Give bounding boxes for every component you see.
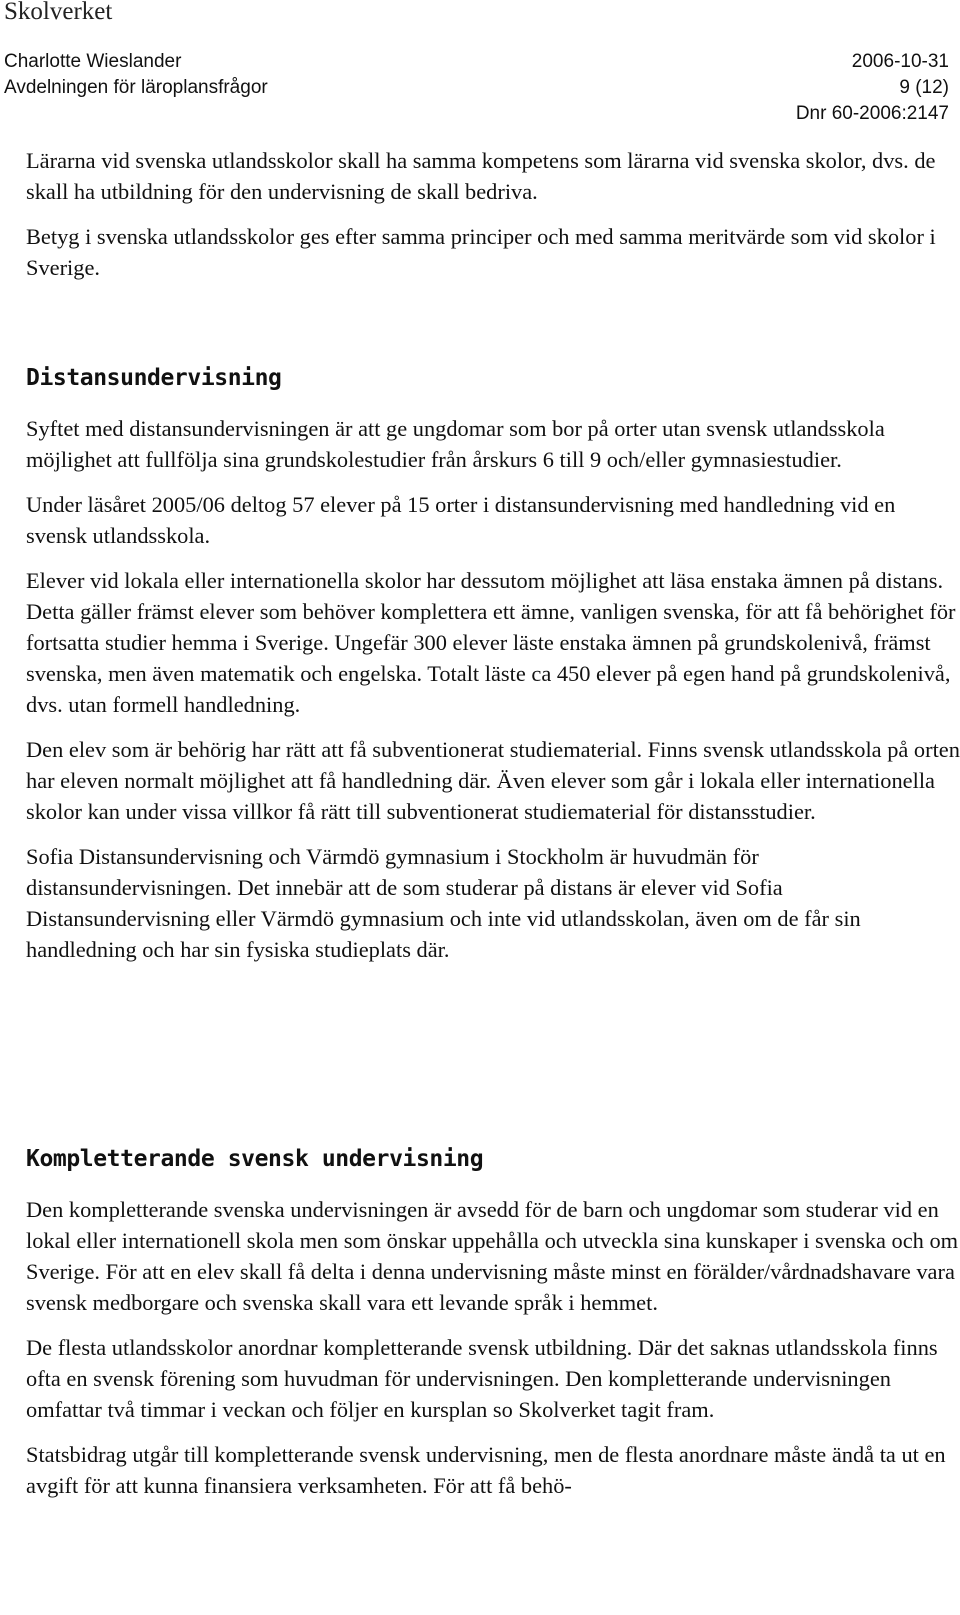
section-heading-distansundervisning: Distansundervisning xyxy=(26,365,282,391)
paragraph: Lärarna vid svenska utlandsskolor skall ha samma kompetens som lärarna vid svenska skolor, dvs. de skall ha utbildning för den undervisning de skall bedriva. xyxy=(26,148,936,204)
paragraph: Syftet med distansundervisningen är att ge ungdomar som bor på orter utan svensk utlandsskola möjlighet att fullfölja sina grundskolestudier från årskurs 6 till 9 och/eller gymnasiestudier. xyxy=(26,416,885,472)
section-body-distansundervisning xyxy=(26,413,960,979)
paragraph: Betyg i svenska utlandsskolor ges efter samma principer och med samma meritvärde som vid skolor i Sverige. xyxy=(26,224,936,280)
intro-text xyxy=(26,145,960,297)
organization-logo: Skolverket xyxy=(4,0,113,25)
author-name: Charlotte Wieslander xyxy=(4,51,182,72)
paragraph: Den kompletterande svenska undervisningen är avsedd för de barn och ungdomar som studerar vid en lokal eller internationell skola men som önskar uppehålla och utveckla sina kunskaper i svenska och om Sverige. För att en elev skall få delta i denna undervisning måste minst en förälder/vårdnadshavare vara svensk medborgare och svenska skall vara ett levande språk i hemmet. xyxy=(26,1197,959,1315)
paragraph: Statsbidrag utgår till kompletterande svensk undervisning, men de flesta anordnare måste ändå ta ut en avgift för att kunna finansiera verksamheten. För att få behö- xyxy=(26,1442,946,1498)
header-left xyxy=(4,49,268,101)
page-number: 9 (12) xyxy=(899,77,949,98)
department-name: Avdelningen för läroplansfrågor xyxy=(4,77,268,98)
header-right xyxy=(796,49,949,127)
section-heading-kompletterande: Kompletterande svensk undervisning xyxy=(26,1146,484,1172)
diary-number: Dnr 60-2006:2147 xyxy=(795,103,949,124)
paragraph: De flesta utlandsskolor anordnar kompletterande svensk utbildning. Där det saknas utlandsskola finns ofta en svensk förening som huvudman för undervisningen. Den kompletterande undervisningen omfattar två timmar i veckan och följer en kursplan so Skolverket tagit fram. xyxy=(26,1335,938,1422)
paragraph: Sofia Distansundervisning och Värmdö gymnasium i Stockholm är huvudmän för distansundervisningen. Det innebär att de som studerar på distans är elever vid Sofia Distansundervisning eller Värmdö gymnasium och inte vid utlandsskolan, även om de får sin handledning och har sin fysiska studieplats där. xyxy=(26,844,861,962)
paragraph: Den elev som är behörig har rätt att få subventionerat studiematerial. Finns svensk utlandsskola på orten har eleven normalt möjlighet att få handledning där. Även elever som går i lokala eller internationella skolor kan under vissa villkor få rätt till subventionerat studiematerial för distansstudier. xyxy=(26,737,960,824)
paragraph: Under läsåret 2005/06 deltog 57 elever på 15 orter i distansundervisning med handledning vid en svensk utlandsskola. xyxy=(26,492,896,548)
section-body-kompletterande xyxy=(26,1194,960,1515)
document-date: 2006-10-31 xyxy=(851,51,949,72)
paragraph: Elever vid lokala eller internationella skolor har dessutom möjlighet att läsa enstaka ämnen på distans. Detta gäller främst elever som behöver komplettera ett ämne, vanligen svenska, för att få behörighet för fortsatta studier hemma i Sverige. Ungefär 300 elever läste enstaka ämnen på grundskolenivå, främst svenska, men även matematik och engelska. Totalt läste ca 450 elever på egen hand på grundskolenivå, dvs. utan formell handledning. xyxy=(26,568,956,717)
